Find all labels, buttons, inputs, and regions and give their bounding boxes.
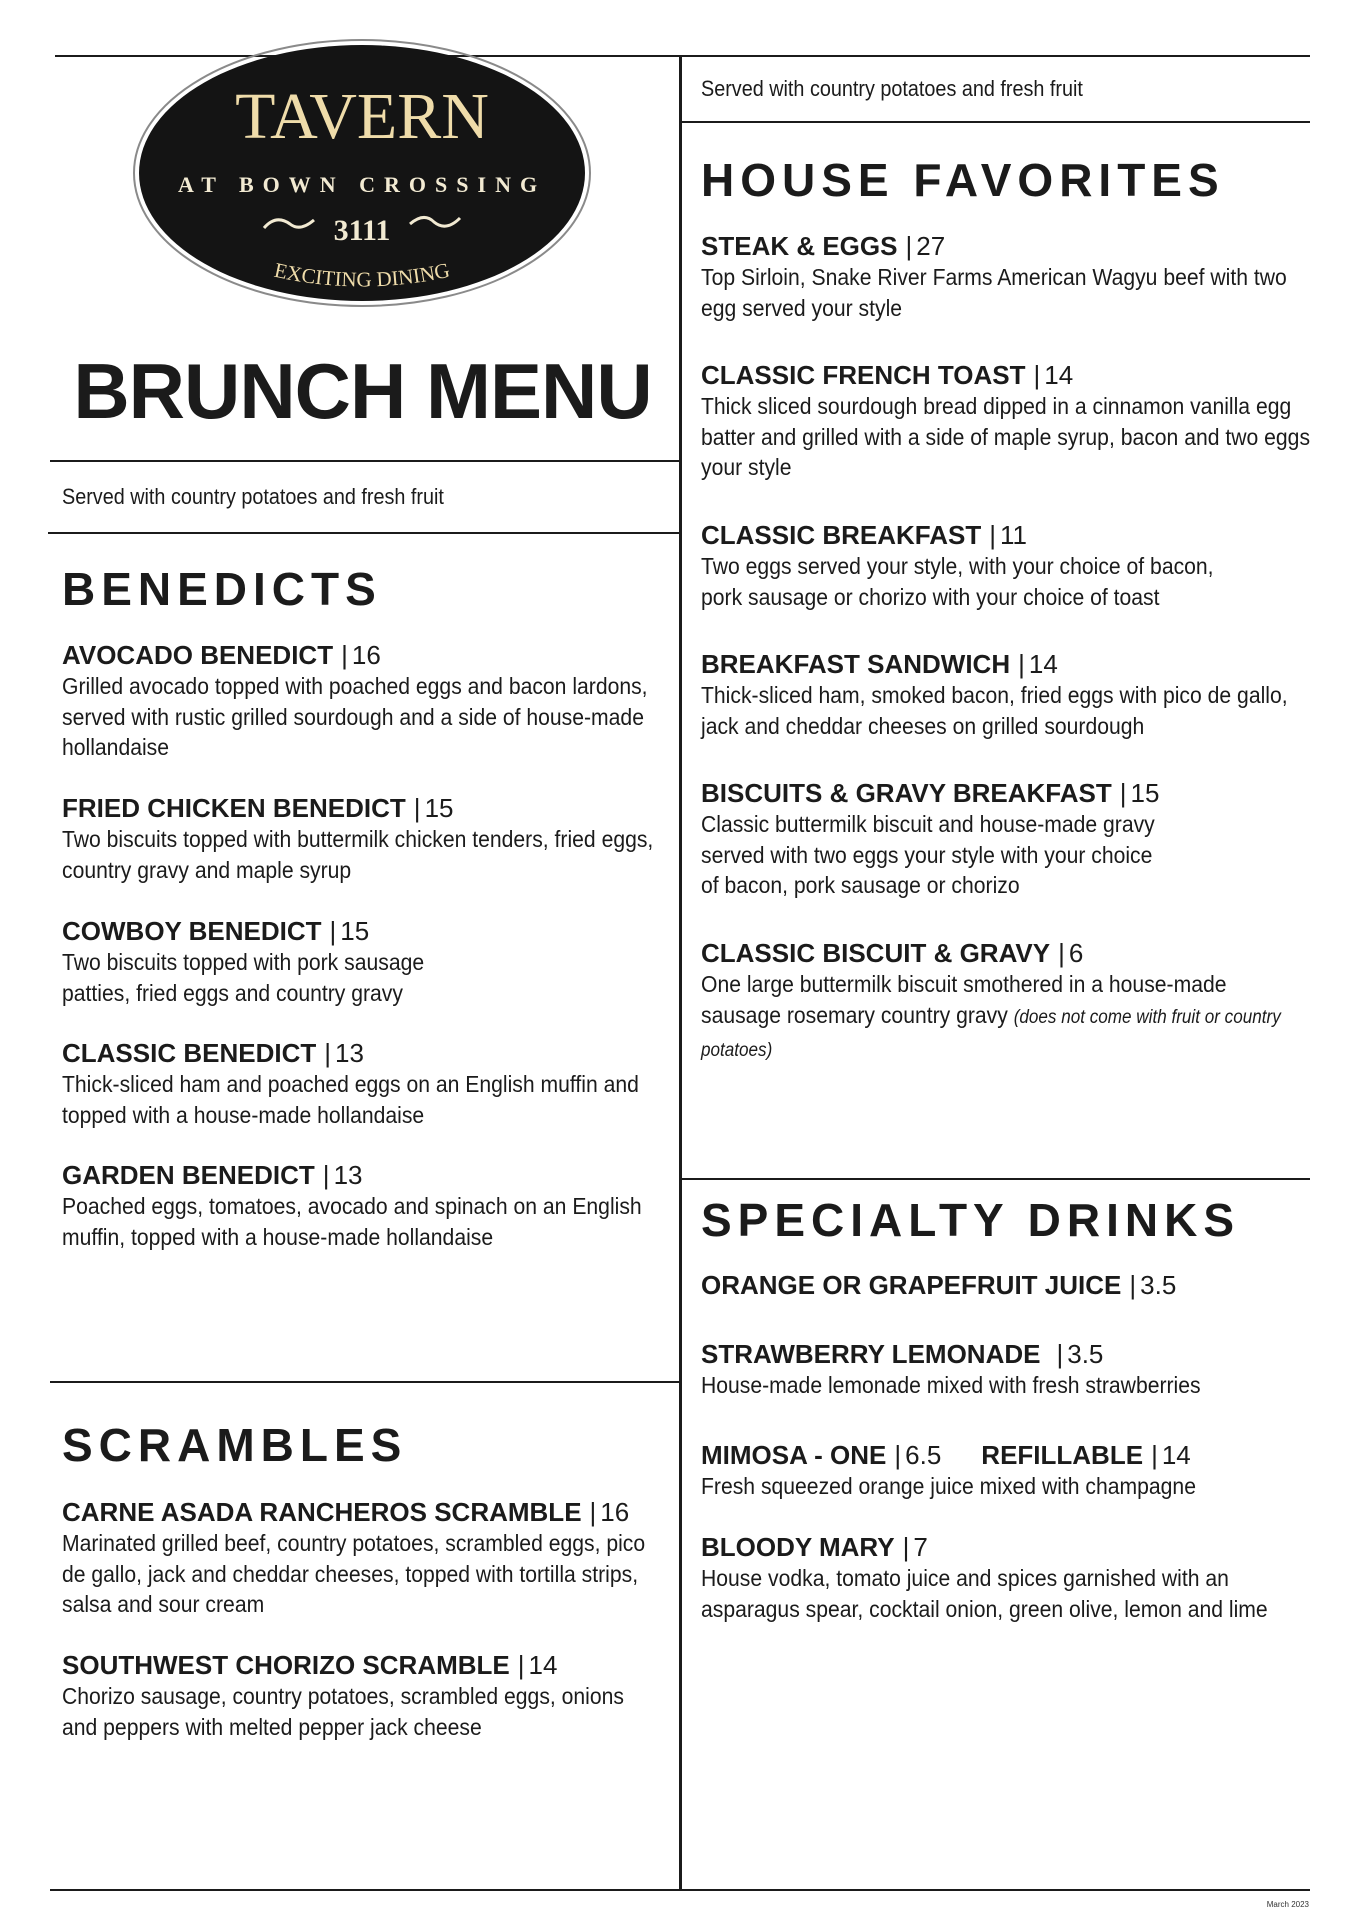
item-name: STRAWBERRY LEMONADE (701, 1339, 1041, 1369)
price-separator: | (1018, 649, 1025, 679)
item-name: ORANGE OR GRAPEFRUIT JUICE (701, 1270, 1122, 1300)
item-name: FRIED CHICKEN BENEDICT (62, 793, 406, 823)
menu-item (701, 938, 1311, 1067)
item-name: CLASSIC BREAKFAST (701, 520, 982, 550)
item-price: 14 (528, 1650, 558, 1680)
price-separator: | (894, 1440, 902, 1470)
item-description: Chorizo sausage, country potatoes, scrambled eggs, onions and peppers with melted pepper jack cheese (62, 1683, 624, 1740)
refill-name: REFILLABLE (981, 1440, 1144, 1470)
menu-item (62, 1497, 662, 1620)
item-description: Poached eggs, tomatoes, avocado and spinach on an English muffin, topped with a house-made hollandaise (62, 1193, 642, 1250)
item-name: CARNE ASADA RANCHEROS SCRAMBLE (62, 1497, 582, 1527)
price-separator: | (413, 793, 421, 823)
item-name: MIMOSA - ONE (701, 1440, 887, 1470)
price-separator: | (1151, 1440, 1158, 1470)
price-separator: | (1129, 1270, 1137, 1300)
right-note-bottom-rule (680, 121, 1310, 123)
item-name: CLASSIC FRENCH TOAST (701, 360, 1026, 390)
drink-item (701, 1270, 1311, 1301)
drinks-top-rule (680, 1178, 1310, 1180)
menu-item (62, 640, 662, 763)
item-price: 16 (600, 1497, 630, 1527)
drink-item (701, 1532, 1311, 1624)
item-description (701, 969, 1310, 1067)
item-description: Thick-sliced ham and poached eggs on an English muffin and topped with a house-made hollandaise (62, 1071, 639, 1128)
item-description: Classic buttermilk biscuit and house-made gravy served with two eggs your style with your choice of bacon, pork sausage or chorizo (701, 811, 1155, 898)
tavern-logo (132, 38, 592, 308)
footer-date: March 2023 (1266, 1900, 1309, 1909)
item-description: Marinated grilled beef, country potatoes, scrambled eggs, pico de gallo, jack and cheddar cheeses, topped with tortilla strips, salsa and sour cream (62, 1530, 646, 1617)
item-name: AVOCADO BENEDICT (62, 640, 334, 670)
svg-text:TAVERN: TAVERN (235, 80, 489, 153)
item-price: 11 (1000, 520, 1028, 550)
price-separator: | (322, 1160, 330, 1190)
price-separator: | (989, 520, 997, 550)
scrambles-top-rule (50, 1381, 680, 1383)
left-note-bottom-rule (48, 532, 680, 534)
item-price: 3.5 (1140, 1270, 1177, 1300)
menu-item (701, 520, 1311, 612)
price-separator: | (589, 1497, 597, 1527)
item-price: 27 (916, 231, 946, 261)
price-separator: | (517, 1650, 525, 1680)
item-description: Two eggs served your style, with your choice of bacon, pork sausage or chorizo with your choice of toast (701, 553, 1214, 610)
item-description-text: One large buttermilk biscuit smothered in a house-made sausage rosemary country gravy (701, 971, 1227, 1028)
item-price: 15 (1130, 778, 1160, 808)
item-description: House-made lemonade mixed with fresh strawberries (701, 1372, 1201, 1398)
refill-price: 14 (1161, 1440, 1191, 1470)
menu-item (62, 793, 662, 885)
menu-item (62, 1650, 662, 1742)
item-name: SOUTHWEST CHORIZO SCRAMBLE (62, 1650, 510, 1680)
item-name: BISCUITS & GRAVY BREAKFAST (701, 778, 1112, 808)
item-name: CLASSIC BISCUIT & GRAVY (701, 938, 1051, 968)
price-separator: | (1056, 1339, 1064, 1369)
house-favorites-heading: HOUSE FAVORITES (701, 154, 1225, 206)
item-description: House vodka, tomato juice and spices garnished with an asparagus spear, cocktail onion, green olive, lemon and lime (701, 1565, 1268, 1622)
menu-item (62, 916, 662, 1008)
price-separator: | (902, 1532, 910, 1562)
column-divider (679, 55, 682, 1890)
item-description: Thick-sliced ham, smoked bacon, fried eggs with pico de gallo, jack and cheddar cheeses on grilled sourdough (701, 682, 1288, 739)
item-price: 6.5 (905, 1440, 942, 1470)
left-served-note: Served with country potatoes and fresh fruit (62, 484, 444, 509)
item-name: CLASSIC BENEDICT (62, 1038, 317, 1068)
item-name: BLOODY MARY (701, 1532, 895, 1562)
page-title: BRUNCH MENU (73, 347, 652, 435)
menu-item (701, 778, 1311, 901)
svg-text:3111: 3111 (333, 214, 391, 247)
benedicts-heading: BENEDICTS (62, 563, 382, 615)
price-separator: | (905, 231, 913, 261)
drink-item (701, 1440, 1311, 1502)
item-price: 7 (913, 1532, 928, 1562)
item-description: Two biscuits topped with pork sausage patties, fried eggs and country gravy (62, 949, 425, 1006)
item-price: 15 (340, 916, 370, 946)
item-description: Two biscuits topped with buttermilk chicken tenders, fried eggs, country gravy and maple syrup (62, 826, 654, 883)
item-price: 14 (1044, 360, 1074, 390)
price-separator: | (341, 640, 348, 670)
specialty-drinks-heading: SPECIALTY DRINKS (701, 1194, 1241, 1246)
left-note-top-rule (50, 460, 680, 462)
item-name: COWBOY BENEDICT (62, 916, 322, 946)
menu-item (62, 1038, 662, 1130)
item-price: 13 (333, 1160, 363, 1190)
item-price: 16 (351, 640, 381, 670)
item-price: 13 (335, 1038, 364, 1068)
item-description: Grilled avocado topped with poached eggs and bacon lardons, served with rustic grilled sourdough and a side of house-made hollandaise (62, 673, 648, 760)
right-served-note: Served with country potatoes and fresh fruit (701, 76, 1083, 101)
svg-text:EXCITING DINING: EXCITING DINING (272, 257, 452, 292)
menu-item (701, 649, 1311, 741)
item-description: Thick sliced sourdough bread dipped in a cinnamon vanilla egg batter and grilled with a side of maple syrup, bacon and two eggs your style (701, 393, 1311, 480)
item-description: Top Sirloin, Snake River Farms American Wagyu beef with two egg served your style (701, 264, 1287, 321)
menu-item (701, 360, 1311, 483)
item-note: (does not come with fruit or country potatoes) (701, 1006, 1281, 1061)
item-price: 14 (1028, 649, 1058, 679)
item-price: 3.5 (1067, 1339, 1104, 1369)
price-separator: | (1058, 938, 1065, 968)
price-separator: | (324, 1038, 332, 1068)
item-name: GARDEN BENEDICT (62, 1160, 315, 1190)
price-separator: | (1119, 778, 1127, 808)
menu-item (62, 1160, 662, 1252)
bottom-rule (50, 1889, 1310, 1891)
menu-item (701, 231, 1311, 323)
scrambles-heading: SCRAMBLES (62, 1419, 408, 1471)
drink-item (701, 1339, 1311, 1401)
item-description: Fresh squeezed orange juice mixed with champagne (701, 1473, 1196, 1499)
item-name: BREAKFAST SANDWICH (701, 649, 1011, 679)
svg-text:AT BOWN CROSSING: AT BOWN CROSSING (177, 172, 547, 197)
item-name: STEAK & EGGS (701, 231, 898, 261)
price-separator: | (1033, 360, 1041, 390)
item-price: 15 (424, 793, 454, 823)
item-price: 6 (1068, 938, 1084, 968)
price-separator: | (329, 916, 337, 946)
